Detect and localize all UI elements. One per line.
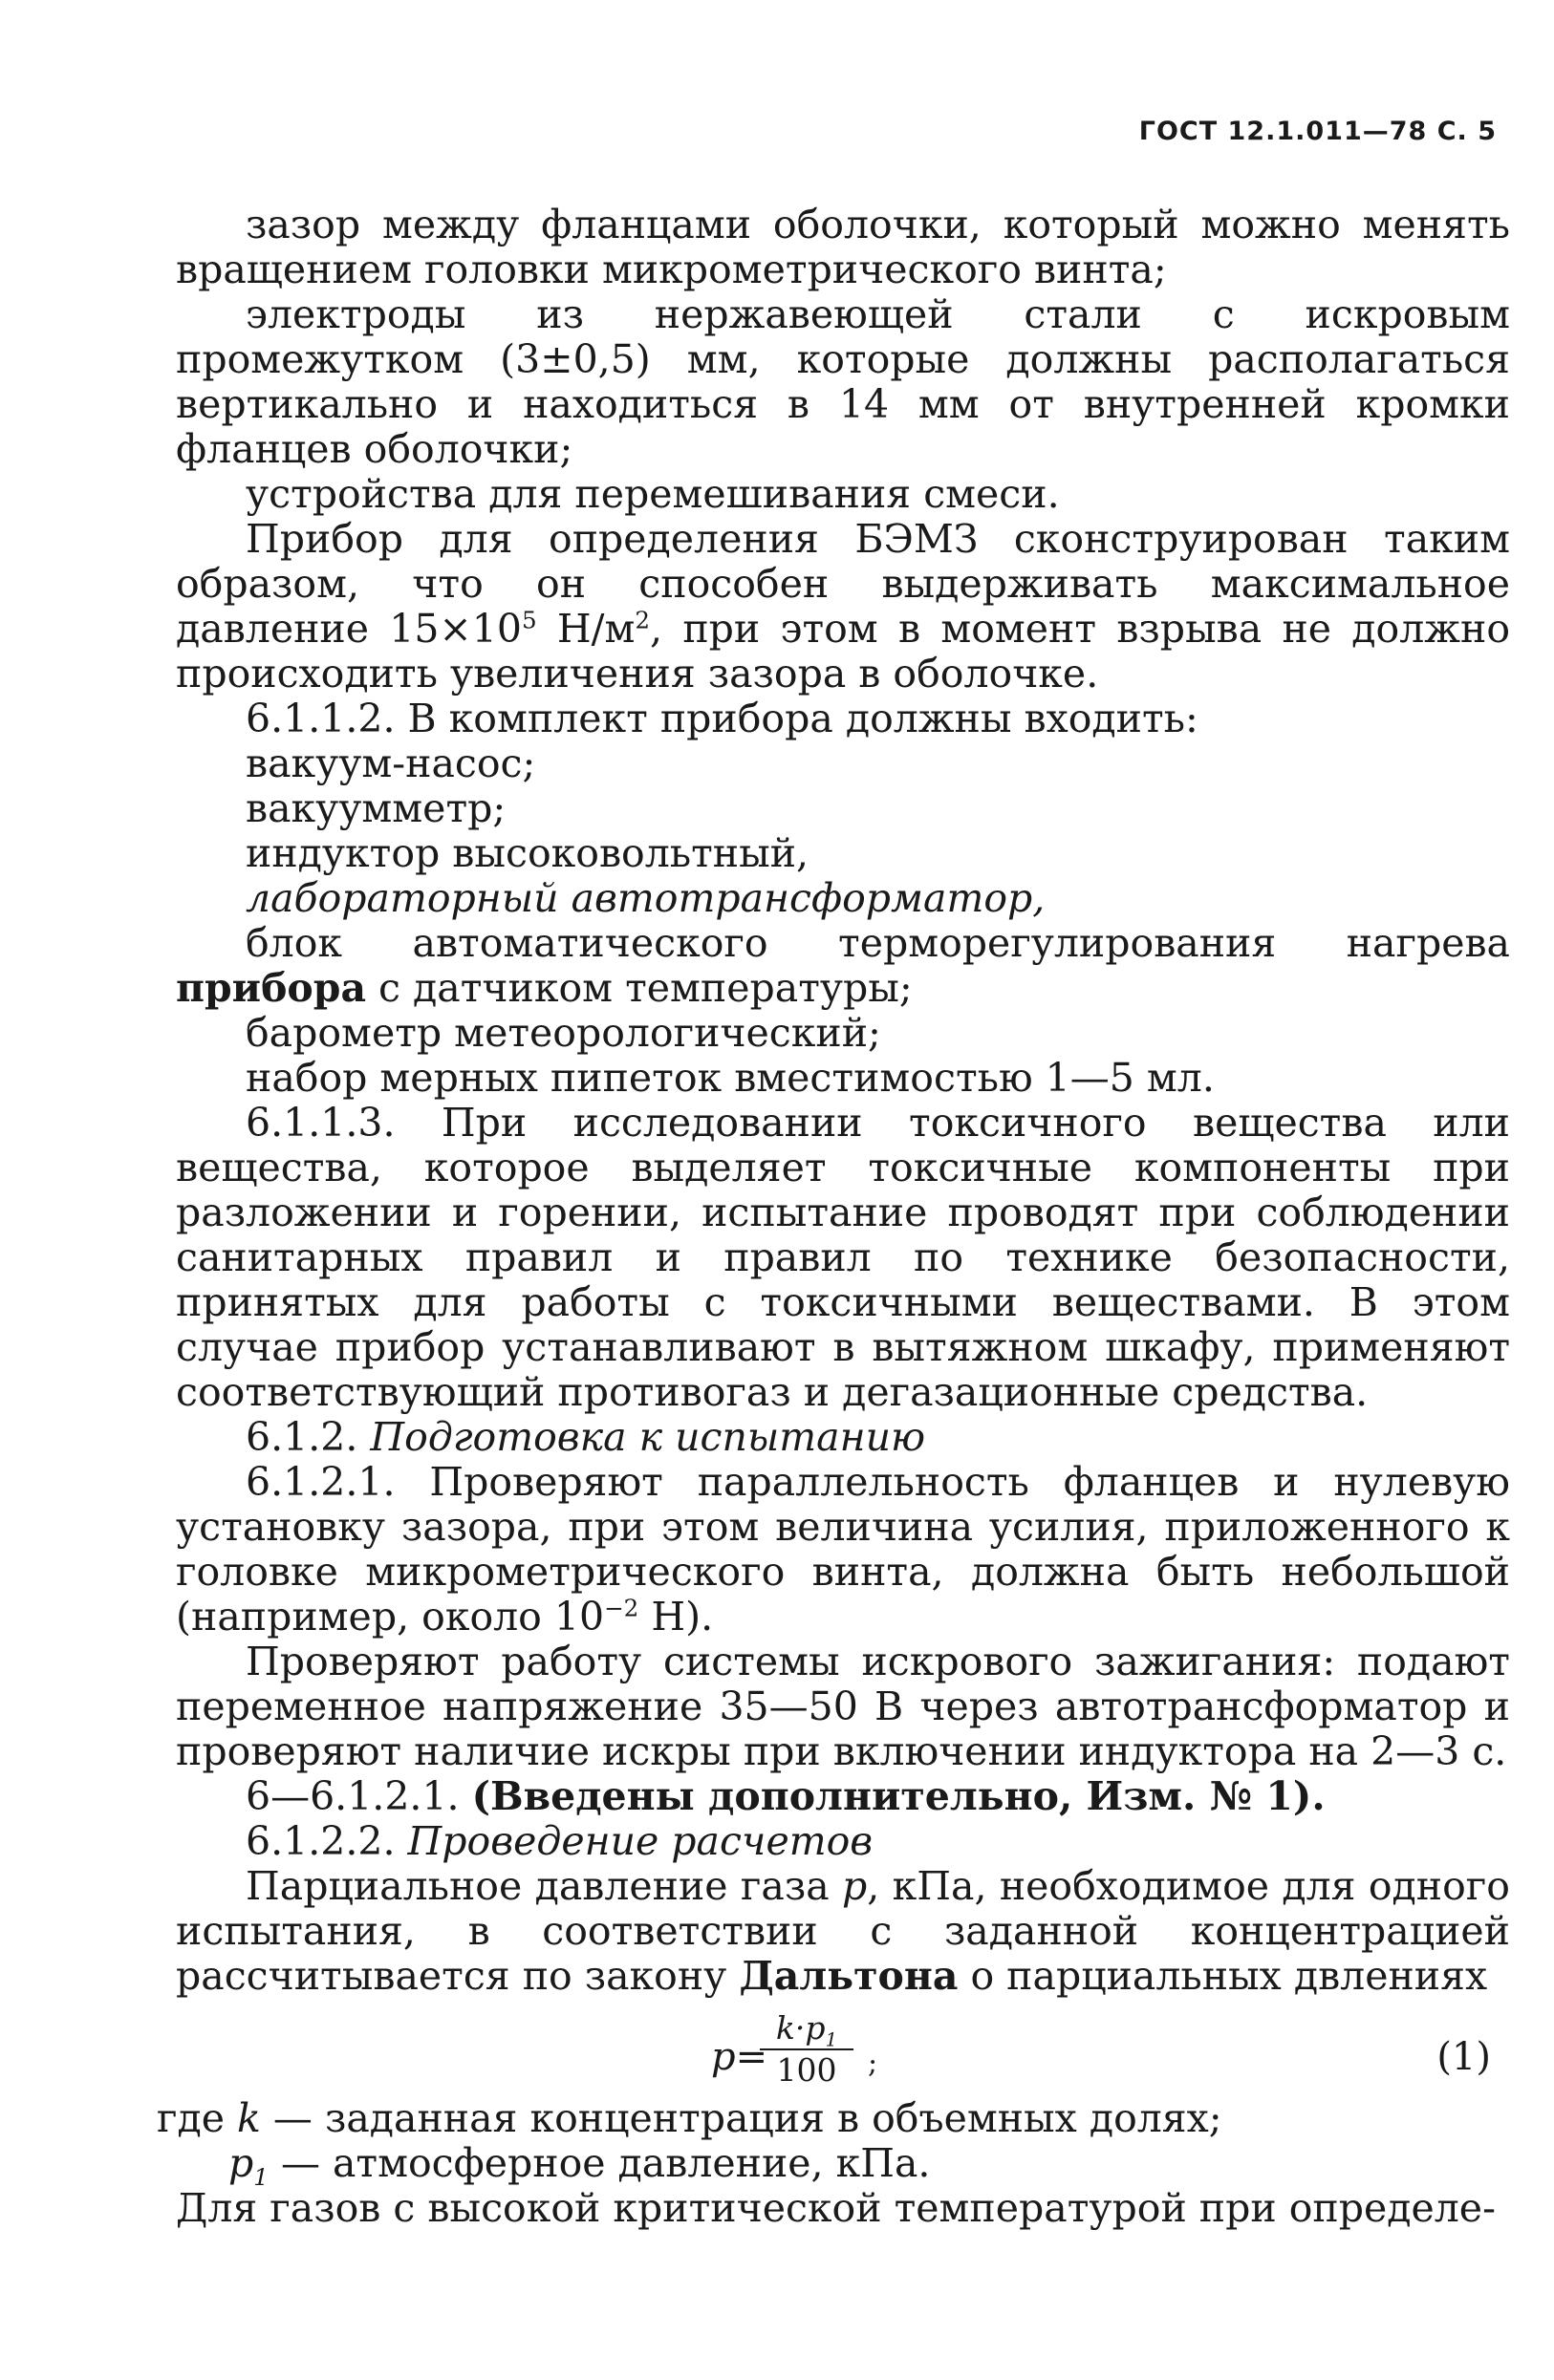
page-header: ГОСТ 12.1.011—78 С. 5 xyxy=(1138,117,1497,146)
fraction-bar xyxy=(760,2048,853,2050)
list-item: лабораторный автотрансформатор, xyxy=(246,875,1046,921)
formula-separator: ; xyxy=(868,2047,878,2080)
paragraph-6-1-2-1: 6.1.2.1. Проверяют параллельность фланцев и нулевую установку зазора, при этом величина усилия, приложенного к головке микрометрического винта, должна быть небольшой (например, около $10^{-2}$ Н). xyxy=(176,1459,1510,1640)
paragraph-device-design: Прибор для определения БЭМЗ сконструирован таким образом, что он способен выдерживать максимальное давление $15\times 10^5$ $Н/м^2$, при этом в момент взрыва не должно происходить увеличения зазора в оболочке. xyxy=(176,516,1510,697)
paragraph-ignition-check: Проверяют работу системы искрового зажигания: подают переменное напряжение 35—50 В через автотрансформатор и проверяют наличие искры при включении индуктора на 2—3 с. xyxy=(176,1639,1510,1774)
paragraph-gap: зазор между фланцами оболочки, который можно менять вращением головки микрометрического винта; xyxy=(176,202,1510,292)
formula-number: (1) xyxy=(1436,2035,1491,2079)
paragraph-6-1-1-3: 6.1.1.3. При исследовании токсичного вещества или вещества, которое выделяет токсичные компоненты при разложении и горении, испытание проводят при соблюдении санитарных правил и правил по технике безопасности, принятых для работы с токсичными веществами. В этом случае прибор устанавливают в вытяжном шкафу, применяют соответствующий противогаз и дегазационные средства. xyxy=(176,1100,1510,1415)
list-item: вакуум-насос; xyxy=(246,740,536,786)
paragraph-high-critical-temp: Для газов с высокой критической температурой при определе- xyxy=(176,2185,1496,2231)
list-item: блок автоматического терморегулирования нагрева прибора с датчиком температуры; xyxy=(176,920,1510,1011)
section-heading-6-1-2-2: 6.1.2.2. Проведение расчетов xyxy=(246,1818,874,1864)
where-k: где k — заданная концентрация в объемных долях; xyxy=(157,2095,1222,2141)
formula-1 xyxy=(176,2003,1510,2096)
list-item: барометр метеорологический; xyxy=(246,1010,881,1056)
list-item: набор мерных пипеток вместимостью 1—5 мл. xyxy=(246,1055,1215,1101)
list-item: индуктор высоковольтный, xyxy=(246,830,809,876)
formula-denominator: 100 xyxy=(776,2051,837,2089)
formula-fraction xyxy=(754,2010,859,2089)
list-item: вакуумметр; xyxy=(246,785,507,831)
section-heading-6-1-2: 6.1.2. Подготовка к испытанию xyxy=(246,1414,926,1460)
document-body xyxy=(157,202,1510,2231)
paragraph-partial-pressure: Парциальное давление газа p, кПа, необходимое для одного испытания, в соответствии с заданной концентрацией рассчитывается по закону Дальтона о парциальных двлениях xyxy=(176,1863,1510,1999)
formula-lhs: p= xyxy=(711,2035,768,2079)
paragraph-6-1-1-2: 6.1.1.2. В комплект прибора должны входить: xyxy=(246,696,1198,741)
where-p1: $p_1$ — атмосферное давление, кПа. xyxy=(228,2140,931,2192)
paragraph-mixers: устройства для перемешивания смеси. xyxy=(246,471,1060,517)
paragraph-electrodes: электроды из нержавеющей стали с искровым промежутком (3±0,5) мм, которые должны располагаться вертикально и находиться в 14 мм от внутренней кромки фланцев оболочки; xyxy=(176,291,1510,472)
amendment-note: 6—6.1.2.1. (Введены дополнительно, Изм. № 1). xyxy=(246,1773,1326,1819)
formula-numerator: $k\cdot p_1$ xyxy=(775,2009,838,2051)
